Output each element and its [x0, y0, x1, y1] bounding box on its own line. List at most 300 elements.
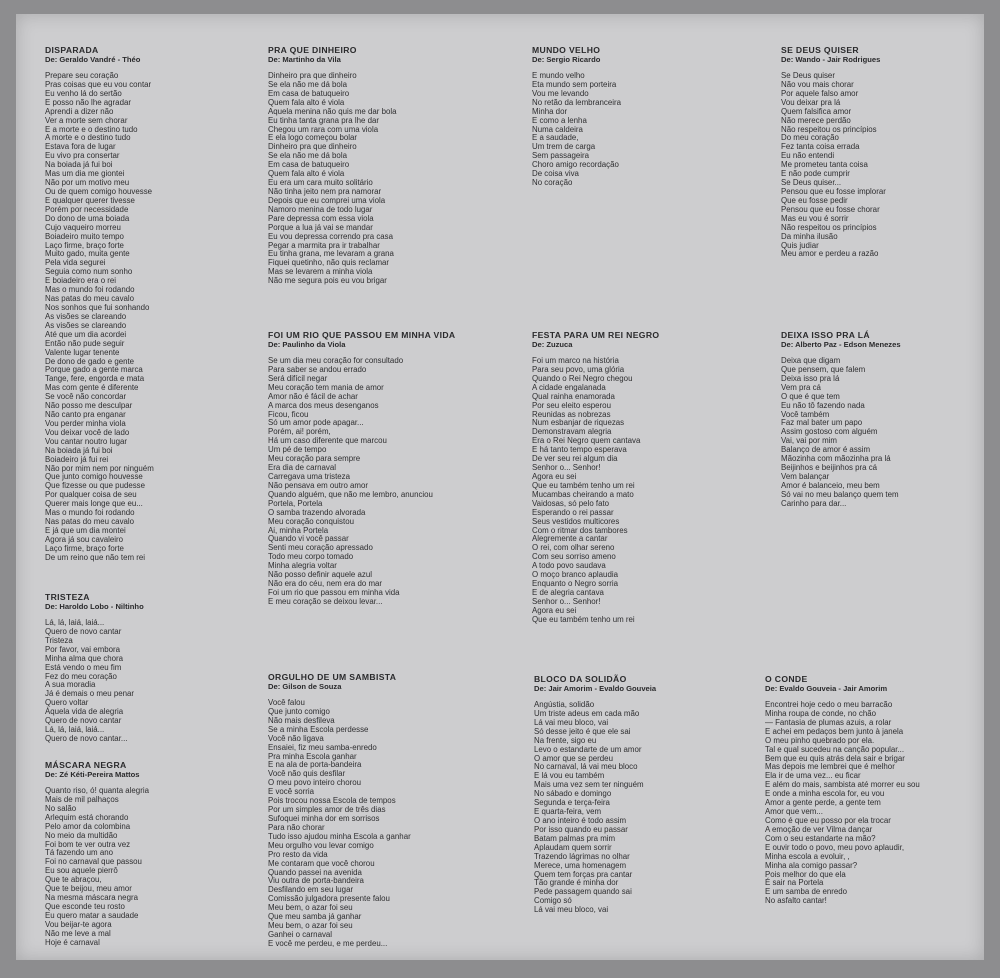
lyric-line: De ver seu rei algum dia	[532, 454, 618, 464]
lyric-line: As visões se clareando	[45, 320, 127, 330]
lyric-line: Que fizesse ou que pudesse	[45, 481, 146, 491]
lyric-line: Me contaram que você chorou	[268, 858, 375, 868]
lyric-line: A emoção de ver Vilma dançar	[765, 824, 873, 834]
lyric-line: Meu coração para sempre	[268, 454, 361, 464]
lyric-line: De dono de gado e gente	[45, 356, 135, 366]
lyric-line: Se você não concordar	[45, 392, 127, 402]
lyric-line: Pois melhor do que ela	[765, 869, 846, 879]
song-title: MÁSCARA NEGRA	[45, 760, 127, 770]
lyric-line: Fez tanta coisa errada	[781, 142, 860, 152]
lyric-line: Por seu eleito esperou	[532, 400, 611, 410]
lyric-line: Tá fazendo um ano	[45, 848, 113, 858]
lyric-line: Porque a lua já vai se mandar	[268, 222, 373, 232]
lyric-line: Quando alguém, que não me lembro, anunciou	[268, 489, 433, 499]
lyric-line: Viu outra de porta-bandeira	[268, 876, 364, 886]
lyric-line: A todo povo saudava	[532, 561, 606, 571]
lyric-line: Pensou que eu fosse implorar	[781, 186, 886, 196]
lyric-line: Do meu coração	[781, 133, 839, 143]
lyric-line: As visões se clareando	[45, 311, 127, 321]
lyric-line: Por um simples amor de três dias	[268, 805, 386, 815]
lyrics-list	[781, 72, 886, 259]
lyric-line: Aprendi a dizer não	[45, 106, 114, 116]
lyric-line: Vou me levando	[532, 88, 589, 98]
lyric-line: Minha escola a evoluir, ,	[765, 851, 850, 861]
lyric-line: Era dia de carnaval	[268, 463, 336, 473]
lyric-line: Você não ligava	[268, 733, 324, 743]
lyric-line: Do dono de uma boiada	[45, 213, 130, 223]
lyric-line: Eu quero matar a saudade	[45, 910, 139, 920]
lyric-line: Namoro menina de todo lugar	[268, 204, 373, 214]
lyric-line: Ai, minha Portela	[268, 525, 329, 535]
lyric-line: O moço branco aplaudia	[532, 570, 618, 580]
lyric-line: Só um amor pode apagar...	[268, 418, 364, 428]
song-orgulho-de-um-sambista	[268, 672, 411, 949]
lyric-line: Me prometeu tanta coisa	[781, 160, 868, 170]
lyric-line: Arlequim está chorando	[45, 812, 129, 822]
lyric-line: Hoje é carnaval	[45, 937, 100, 947]
lyric-line: E mundo velho	[532, 71, 585, 80]
lyric-line: Minha dor	[532, 106, 568, 116]
song-disparada	[45, 45, 154, 563]
lyric-line: Pro resto da vida	[268, 849, 328, 859]
lyric-line: Quero voltar	[45, 698, 89, 708]
lyrics-list	[765, 701, 920, 906]
lyric-line: Há um caso diferente que marcou	[268, 436, 387, 446]
lyric-line: Tal e qual sucedeu na canção popular...	[765, 744, 905, 754]
lyric-line: Vem balançar	[781, 471, 830, 481]
lyric-line: Não tinha jeito nem pra namorar	[268, 186, 382, 196]
lyric-line: Quero de novo cantar	[45, 626, 122, 636]
lyrics-list	[268, 357, 455, 607]
lyric-line: É sair na Portela	[765, 878, 824, 888]
lyric-line: Que eu também tenho um rei	[532, 480, 635, 490]
lyric-line: Choro amigo recordação	[532, 160, 619, 170]
lyric-line: Mas depois me lembrei que é melhor	[765, 762, 895, 772]
lyric-line: E um samba de enredo	[765, 887, 848, 897]
lyric-line: Se Deus quiser	[781, 71, 835, 80]
lyrics-sheet	[16, 14, 984, 960]
lyric-line: Boiadeiro já fui rei	[45, 454, 109, 464]
lyrics-list	[45, 619, 144, 744]
lyric-line: Assim gostoso com alguém	[781, 427, 878, 437]
song-title: DEIXA ISSO PRA LÁ	[781, 330, 870, 340]
song-bloco-da-solidao	[534, 674, 656, 915]
lyric-line: O meu povo inteiro chorou	[268, 778, 361, 788]
lyric-line: Vou deixar pra lá	[781, 97, 841, 107]
lyric-line: E ela logo começou bolar	[268, 133, 358, 143]
lyric-line: Da minha ilusão	[781, 231, 838, 241]
lyric-line: Pra minha Escola ganhar	[268, 751, 357, 761]
lyric-line: No meio da multidão	[45, 830, 118, 840]
lyric-line: Muito gado, muita gente	[45, 249, 130, 259]
song-mascara-negra	[45, 760, 149, 948]
lyric-line: Amor não é fácil de achar	[268, 391, 358, 401]
lyric-line: Não canto pra enganar	[45, 410, 126, 420]
lyric-line: Aplaudam quem sorrir	[534, 842, 612, 852]
lyric-line: Fez do meu coração	[45, 671, 117, 681]
lyric-line: Em casa de batuqueiro	[268, 160, 350, 170]
lyric-line: O rei, com olhar sereno	[532, 543, 615, 553]
lyric-line: Agora eu sei	[532, 605, 577, 615]
song-title: FESTA PARA UM REI NEGRO	[532, 330, 660, 340]
lyric-line: Mas se levarem a minha viola	[268, 267, 373, 277]
lyric-line: Chegou um rara com uma viola	[268, 124, 379, 134]
lyric-line: No coração	[532, 178, 573, 188]
lyric-line: Meu amor e perdeu a razão	[781, 249, 879, 259]
lyric-line: Que pensem, que falem	[781, 364, 866, 374]
song-credit: De: Wando - Jair Rodrigues	[781, 55, 881, 64]
lyric-line: Nas patas do meu cavalo	[45, 517, 135, 527]
lyric-line: Mais de mil palhaços	[45, 794, 119, 804]
lyric-line: Pois trocou nossa Escola de tempos	[268, 796, 396, 806]
lyric-line: Na frente, sigo eu	[534, 735, 597, 745]
song-credit: De: Alberto Paz - Edson Menezes	[781, 340, 901, 349]
lyric-line: Não pensava em outro amor	[268, 480, 369, 490]
song-credit: De: Geraldo Vandré - Théo	[45, 55, 141, 64]
lyric-line: Eu tinha tanta grana pra lhe dar	[268, 115, 379, 125]
lyric-line: Porque gado a gente marca	[45, 365, 143, 375]
lyric-line: Segunda e terça-feira	[534, 798, 610, 808]
lyric-line: Depois que eu comprei uma viola	[268, 195, 386, 205]
lyric-line: Carregava uma tristeza	[268, 471, 351, 481]
lyric-line: Em casa de batuqueiro	[268, 88, 350, 98]
lyric-line: Portela, Portela	[268, 498, 323, 508]
lyric-line: Senti meu coração apressado	[268, 543, 373, 553]
lyric-line: Vai, vai por mim	[781, 436, 837, 446]
lyric-line: Por isso quando eu passar	[534, 824, 628, 834]
lyrics-list	[268, 699, 411, 949]
lyric-line: Laço firme, braço forte	[45, 240, 124, 250]
lyric-line: Dinheiro pra que dinheiro	[268, 142, 357, 152]
lyric-line: Angústia, solidão	[534, 700, 595, 709]
lyric-line: Esperando o rei passar	[532, 507, 614, 517]
lyric-line: E quarta-feira, vem	[534, 807, 602, 817]
lyric-line: O samba trazendo alvorada	[268, 507, 366, 517]
lyric-line: Foi um rio que passou em minha vida	[268, 587, 400, 597]
lyric-line: Amor a gente perde, a gente tem	[765, 798, 881, 808]
lyric-line: Deixa que digam	[781, 356, 841, 365]
lyric-line: Laço firme, braço forte	[45, 543, 124, 553]
lyric-line: Quem tem forças pra cantar	[534, 869, 633, 879]
song-tristeza	[45, 592, 144, 744]
lyric-line: Quando o Rei Negro chegou	[532, 373, 633, 383]
lyrics-list	[45, 72, 154, 563]
lyric-line: Não posso definir aquele azul	[268, 570, 372, 580]
lyric-line: Lá vai meu bloco, vai	[534, 905, 609, 915]
lyric-line: Foi no carnaval que passou	[45, 857, 142, 867]
song-title: PRA QUE DINHEIRO	[268, 45, 357, 55]
lyric-line: Por qualquer coisa de seu	[45, 490, 137, 500]
lyric-line: Num esbanjar de riquezas	[532, 418, 625, 428]
song-credit: De: Zé Kéti-Pereira Mattos	[45, 770, 140, 779]
song-credit: De: Jair Amorim - Evaldo Gouveia	[534, 684, 657, 693]
lyric-line: Só vai no meu balanço quem tem	[781, 489, 899, 499]
song-pra-que-dinheiro	[268, 45, 397, 286]
lyric-line: De coisa viva	[532, 169, 579, 179]
lyric-line: A cidade engalanada	[532, 382, 606, 392]
lyric-line: Para seu povo, uma glória	[532, 364, 625, 374]
lyric-line: Pras coisas que eu vou contar	[45, 79, 152, 89]
lyric-line: Agora eu sei	[532, 471, 577, 481]
lyric-line: E na ala de porta-bandeira	[268, 760, 362, 770]
lyric-line: Fiquei quetinho, não quis reclamar	[268, 258, 390, 268]
song-title: MUNDO VELHO	[532, 45, 601, 55]
lyric-line: Você também	[781, 409, 830, 419]
lyric-line: Que meu samba já ganhar	[268, 912, 362, 922]
lyric-line: Querer mais longe que eu...	[45, 499, 143, 509]
lyric-line: Pela vida segurei	[45, 258, 106, 268]
lyric-line: Bem que eu quis atrás dela sair e brigar	[765, 753, 905, 763]
lyric-line: No salão	[45, 803, 77, 813]
lyric-line: Por favor, vai embora	[45, 644, 120, 654]
lyric-line: Vem pra cá	[781, 382, 821, 392]
lyrics-list	[781, 357, 901, 509]
lyric-line: Pelo amor da colombina	[45, 821, 131, 831]
lyric-line: Àquela vida de alegria	[45, 707, 124, 717]
lyric-line: A sua moradia	[45, 680, 96, 690]
lyric-line: Já é demais o meu penar	[45, 689, 135, 699]
lyric-line: Foi um marco na história	[532, 356, 619, 365]
lyric-line: No sábado e domingo	[534, 789, 612, 799]
lyric-line: Eu vivo pra consertar	[45, 151, 120, 161]
lyric-line: Valente lugar tenente	[45, 347, 120, 357]
lyric-line: Para saber se andou errado	[268, 364, 367, 374]
lyric-line: E além do mais, sambista até morrer eu sou	[765, 780, 920, 790]
lyric-line: Lá, lá, laiá, laiá...	[45, 725, 105, 735]
lyric-line: Um triste adeus em cada mão	[534, 708, 640, 718]
lyric-line: Eu tinha grana, me levaram a grana	[268, 249, 394, 259]
lyric-line: Mucambas cheirando a mato	[532, 489, 634, 499]
lyric-line: Não mais desfileva	[268, 715, 335, 725]
lyric-line: Se ela não me dá bola	[268, 79, 347, 89]
lyric-line: Ela ir de uma vez... eu ficar	[765, 771, 861, 781]
lyric-line: Boiadeiro muito tempo	[45, 231, 124, 241]
lyric-line: Seguia como num sonho	[45, 267, 133, 277]
lyrics-list	[45, 787, 149, 948]
lyric-line: Mas eu vou é sorrir	[781, 213, 849, 223]
lyric-line: Eta mundo sem porteira	[532, 79, 617, 89]
lyric-line: Se ela não me dá bola	[268, 151, 347, 161]
lyric-line: Se a minha Escola perdesse	[268, 724, 369, 734]
lyric-line: Tudo isso ajudou minha Escola a ganhar	[268, 831, 411, 841]
lyric-line: E não pode cumprir	[781, 169, 850, 179]
lyric-line: Levo o estandarte de um amor	[534, 744, 642, 754]
lyric-line: Demonstravam alegria	[532, 427, 612, 437]
lyric-line: Eu era um cara muito solitário	[268, 178, 373, 188]
lyric-line: Um trem de carga	[532, 142, 596, 152]
lyric-line: Por aquele falso amor	[781, 88, 859, 98]
lyric-line: Vaidosas, só pelo fato	[532, 498, 610, 508]
lyric-line: Com seu sorriso ameno	[532, 552, 616, 562]
song-title: SE DEUS QUISER	[781, 45, 859, 55]
lyric-line: E há tanto tempo esperava	[532, 445, 627, 455]
song-title: FOI UM RIO QUE PASSOU EM MINHA VIDA	[268, 330, 456, 340]
lyric-line: Não era do céu, nem era do mar	[268, 579, 383, 589]
lyric-line: Eu sou aquele pierrô	[45, 866, 118, 876]
lyric-line: O que é que tem	[781, 391, 840, 401]
lyrics-list	[268, 72, 397, 286]
lyric-line: Lá, lá, laiá, laiá...	[45, 618, 105, 627]
lyric-line: Não por mim nem por ninguém	[45, 463, 154, 473]
lyric-line: E boiadeiro era o rei	[45, 276, 117, 286]
lyric-line: Mãozinha com mãozinha pra lá	[781, 454, 891, 464]
lyric-line: Encontrei hoje cedo o meu barracão	[765, 700, 893, 709]
lyric-line: Na boiada já fui boi	[45, 445, 113, 455]
lyric-line: Como é que eu posso por ela trocar	[765, 815, 891, 825]
lyric-line: Vou perder minha viola	[45, 418, 126, 428]
lyric-line: Cujo vaqueiro morreu	[45, 222, 121, 232]
song-mundo-velho	[532, 45, 621, 188]
lyric-line: Quanto riso, ó! quanta alegria	[45, 786, 149, 795]
lyric-line: Tristeza	[45, 635, 73, 645]
lyric-line: E posso não lhe agradar	[45, 97, 131, 107]
lyric-line: Quero de novo cantar	[45, 716, 122, 726]
lyric-line: Que esconde teu rosto	[45, 901, 125, 911]
lyrics-list	[534, 701, 656, 915]
lyric-line: Carinho para dar...	[781, 498, 847, 508]
lyric-line: Mais uma vez sem ter ninguém	[534, 780, 644, 790]
lyric-line: Amor que vem...	[765, 807, 823, 817]
lyric-line: E já que um dia montei	[45, 526, 126, 536]
lyrics-list	[532, 357, 659, 625]
lyric-line: Batam palmas pra mim	[534, 833, 616, 843]
song-festa-para-um-rei-negro	[532, 330, 659, 625]
lyric-line: Prepare seu coração	[45, 71, 119, 80]
lyric-line: Não merece perdão	[781, 115, 851, 125]
lyric-line: Agora já sou cavaleiro	[45, 534, 124, 544]
lyric-line: Está vendo o meu fim	[45, 662, 122, 672]
lyric-line: Com o seu estandarte na mão?	[765, 833, 876, 843]
lyric-line: Comigo só	[534, 896, 572, 906]
lyric-line: Meu bem, o azar foi seu	[268, 903, 353, 913]
lyric-line: Merece, uma homenagem	[534, 860, 627, 870]
song-title: ORGULHO DE UM SAMBISTA	[268, 672, 397, 682]
lyric-line: Enquanto o Negro sorria	[532, 579, 618, 589]
lyric-line: Pensou que eu fosse chorar	[781, 204, 880, 214]
lyric-line: Quando passei na avenida	[268, 867, 362, 877]
lyric-line: E a morte e o destino tudo	[45, 124, 138, 134]
lyric-line: A marca dos meus desenganos	[268, 400, 379, 410]
song-title: TRISTEZA	[45, 592, 90, 602]
lyric-line: Para não chorar	[268, 822, 325, 832]
lyric-line: Balanço de amor é assim	[781, 445, 871, 455]
lyric-line: Não me leve a mal	[45, 928, 111, 938]
lyric-line: Lá vai meu bloco, vai	[534, 717, 609, 727]
song-credit: De: Paulinho da Viola	[268, 340, 346, 349]
lyric-line: Se um dia meu coração for consultado	[268, 356, 404, 365]
lyric-line: Quem fala alto é viola	[268, 97, 345, 107]
lyric-line: Amor é balanceio, meu bem	[781, 480, 880, 490]
lyric-line: — Fantasia de plumas azuis, a rolar	[765, 717, 892, 727]
lyric-line: Vou deixar você de lado	[45, 427, 130, 437]
lyric-line: Deixa isso pra lá	[781, 373, 840, 383]
lyric-line: E como a lenha	[532, 115, 587, 125]
song-title: BLOCO DA SOLIDÃO	[534, 674, 627, 684]
lyric-line: Mas o mundo foi rodando	[45, 508, 135, 518]
lyric-line: Nas patas do meu cavalo	[45, 294, 135, 304]
lyric-line: Não posso me desculpar	[45, 401, 133, 411]
lyric-line: Sufoquei minha dor em sorrisos	[268, 813, 380, 823]
lyric-line: Que junto comigo houvesse	[45, 472, 143, 482]
lyric-line: E você sorria	[268, 787, 315, 797]
lyric-line: Um pé de tempo	[268, 445, 327, 455]
lyric-line: E lá vou eu também	[534, 771, 605, 781]
lyric-line: Beijinhos e beijinhos pra cá	[781, 463, 878, 473]
lyric-line: Minha alma que chora	[45, 653, 124, 663]
lyric-line: Só desse jeito é que ele sai	[534, 726, 631, 736]
lyric-line: Vou cantar noutro lugar	[45, 436, 128, 446]
lyric-line: Que te beijou, meu amor	[45, 884, 132, 894]
lyric-line: Alegremente a cantar	[532, 534, 608, 544]
lyric-line: Não vou mais chorar	[781, 79, 854, 89]
lyric-line: Se Deus quiser...	[781, 178, 842, 188]
lyric-line: Quem falsifica amor	[781, 106, 852, 116]
lyric-line: Não respeitou os princípios	[781, 222, 877, 232]
song-title: O CONDE	[765, 674, 808, 684]
lyric-line: No retão da lembranceira	[532, 97, 622, 107]
lyric-line: Sem passageira	[532, 151, 590, 161]
lyric-line: Será difícil negar	[268, 373, 328, 383]
lyric-line: Minha ala comigo passar?	[765, 860, 858, 870]
lyric-line: E de alegria cantava	[532, 587, 604, 597]
lyric-line: Você falou	[268, 698, 305, 707]
lyric-line: Qual rainha enamorada	[532, 391, 615, 401]
song-credit: De: Haroldo Lobo - Niltinho	[45, 602, 144, 611]
lyrics-list	[532, 72, 621, 188]
lyric-line: Ensaiei, fiz meu samba-enredo	[268, 742, 377, 752]
lyric-line: Meu coração conquistou	[268, 516, 354, 526]
lyric-line: Que te abraçou,	[45, 875, 102, 885]
lyric-line: Tange, fere, engorda e mata	[45, 374, 145, 384]
lyric-line: Comissão julgadora presente falou	[268, 894, 390, 904]
lyric-line: Faz mal bater um papo	[781, 418, 863, 428]
lyric-line: O ano inteiro é todo assim	[534, 815, 627, 825]
lyric-line: Minha alegria voltar	[268, 561, 337, 571]
lyric-line: Então não pude seguir	[45, 338, 125, 348]
lyric-line: O amor que se perdeu	[534, 753, 613, 763]
lyric-line: Não por um motivo meu	[45, 178, 130, 188]
lyric-line: Senhor o... Senhor!	[532, 463, 601, 473]
lyric-line: Todo meu corpo tomado	[268, 552, 354, 562]
lyric-line: E qualquer querer tivesse	[45, 195, 135, 205]
lyric-line: Tão grande é minha dor	[534, 878, 619, 888]
lyric-line: Reunidas as nobrezas	[532, 409, 611, 419]
song-deixa-isso-pra-la	[781, 330, 901, 509]
lyric-line: Não respeitou os princípios	[781, 124, 877, 134]
lyric-line: Ficou, ficou	[268, 409, 309, 419]
lyric-line: Mas um dia me giontei	[45, 169, 125, 179]
lyric-line: Mas o mundo foi rodando	[45, 285, 135, 295]
lyric-line: De um reino que não tem rei	[45, 552, 146, 562]
lyric-line: Pegar a marmita pra ir trabalhar	[268, 240, 380, 250]
song-credit: De: Martinho da Vila	[268, 55, 341, 64]
lyric-line: Meu coração tem mania de amor	[268, 382, 384, 392]
lyric-line: Que eu fosse pedir	[781, 195, 848, 205]
song-credit: De: Sergio Ricardo	[532, 55, 601, 64]
lyric-line: Meu bem, o azar foi seu	[268, 921, 353, 931]
lyric-line: Quero de novo cantar...	[45, 733, 128, 743]
lyric-line: Que junto comigo	[268, 706, 330, 716]
lyric-line: E meu coração se deixou levar...	[268, 596, 383, 606]
lyric-line: Desfilando em seu lugar	[268, 885, 354, 895]
lyric-line: Trazendo lágrimas no olhar	[534, 851, 630, 861]
lyric-line: E achei em pedaços bem junto à janela	[765, 726, 904, 736]
lyric-line: Você não quis desfilar	[268, 769, 346, 779]
lyric-line: Meu orgulho vou levar comigo	[268, 840, 374, 850]
lyric-line: Porém, ai! porém,	[268, 427, 331, 437]
lyric-line: E a saudade,	[532, 133, 579, 143]
song-credit: De: Zuzuca	[532, 340, 573, 349]
